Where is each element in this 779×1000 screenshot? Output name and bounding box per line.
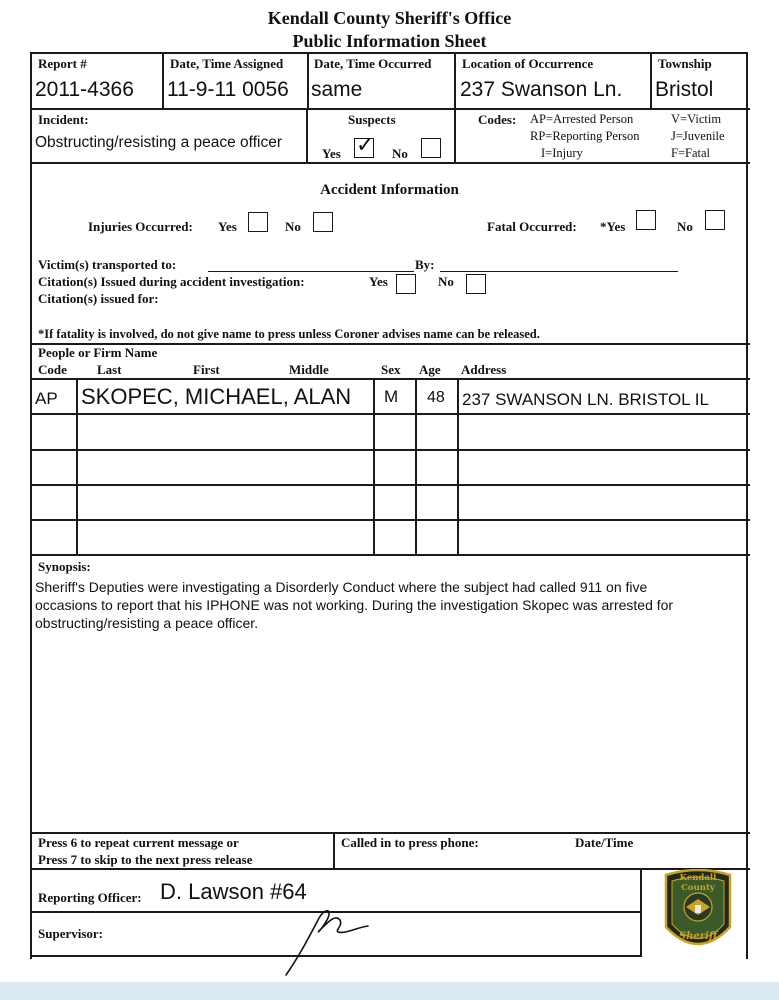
fatal-yes-checkbox[interactable]	[636, 210, 656, 230]
code-i: I=Injury	[541, 146, 583, 160]
badge-bottom-text: Sheriff	[678, 931, 718, 942]
by-underline	[440, 271, 678, 272]
citation-for-label: Citation(s) issued for:	[38, 291, 159, 306]
synopsis-label: Synopsis:	[38, 559, 91, 574]
suspects-yes-checkbox[interactable]	[354, 133, 375, 158]
date-occurred-label: Date, Time Occurred	[314, 56, 432, 71]
synopsis-line-2: occasions to report that his IPHONE was not working. During the investigation Skopec was arrested for	[35, 597, 674, 613]
row-age: 48	[427, 389, 445, 406]
fatality-note: *If fatality is involved, do not give name to press unless Coroner advises name can be released.	[38, 327, 540, 341]
supervisor-label: Supervisor:	[38, 926, 103, 941]
reporting-officer-label: Reporting Officer:	[38, 890, 142, 905]
fatal-no-checkbox[interactable]	[705, 210, 725, 230]
citation-yes-checkbox[interactable]	[396, 274, 416, 294]
suspects-no-checkbox[interactable]	[421, 138, 441, 158]
injuries-no-checkbox[interactable]	[313, 212, 333, 232]
reporting-officer-value: D. Lawson #64	[160, 879, 307, 904]
col-code: Code	[38, 362, 67, 377]
fatal-yes-label: *Yes	[600, 219, 626, 234]
row-name: SKOPEC, MICHAEL, ALAN	[81, 384, 352, 409]
date-occurred-value: same	[311, 78, 363, 101]
fatal-label: Fatal Occurred:	[487, 219, 577, 234]
township-value: Bristol	[655, 78, 714, 101]
township-label: Township	[658, 56, 712, 71]
col-last: Last	[97, 362, 122, 377]
called-in-label: Called in to press phone:	[341, 835, 479, 850]
sheet-subtitle: Public Information Sheet	[292, 31, 487, 51]
suspects-yes-label: Yes	[322, 146, 341, 161]
suspects-no-label: No	[392, 146, 408, 161]
code-f: F=Fatal	[671, 146, 710, 160]
incident-value: Obstructing/resisting a peace officer	[35, 134, 282, 151]
sheriff-badge	[662, 869, 734, 953]
date-time-label: Date/Time	[575, 835, 634, 850]
citation-issued-label: Citation(s) Issued during accident investigation:	[38, 274, 305, 289]
supervisor-signature	[280, 900, 380, 980]
check-mark-icon: ✓	[356, 133, 375, 158]
suspects-label: Suspects	[348, 112, 396, 127]
code-j: J=Juvenile	[671, 129, 725, 143]
injuries-label: Injuries Occurred:	[88, 219, 193, 234]
press-line-1: Press 6 to repeat current message or	[38, 835, 239, 850]
incident-label: Incident:	[38, 112, 89, 127]
synopsis-line-1: Sheriff's Deputies were investigating a Disorderly Conduct where the subject had called 911 on five	[35, 579, 648, 595]
code-v: V=Victim	[671, 112, 722, 126]
by-label: By:	[415, 257, 435, 272]
injuries-yes-label: Yes	[218, 219, 237, 234]
location-value: 237 Swanson Ln.	[460, 78, 623, 101]
press-line-2: Press 7 to skip to the next press release	[38, 852, 253, 867]
accident-title: Accident Information	[320, 182, 459, 198]
code-ap: AP=Arrested Person	[530, 112, 634, 126]
badge-top-text: Kendall County	[679, 873, 717, 893]
location-label: Location of Occurrence	[462, 56, 594, 71]
citation-no-label: No	[438, 274, 454, 289]
people-heading: People or Firm Name	[38, 345, 158, 360]
transported-label: Victim(s) transported to:	[38, 257, 177, 272]
code-rp: RP=Reporting Person	[530, 129, 640, 143]
row-sex: M	[384, 387, 399, 406]
col-sex: Sex	[381, 362, 401, 377]
codes-label: Codes:	[478, 112, 517, 127]
row-code: AP	[35, 389, 58, 408]
office-title: Kendall County Sheriff's Office	[267, 8, 512, 28]
fatal-no-label: No	[677, 219, 693, 234]
injuries-no-label: No	[285, 219, 301, 234]
page-footer-band	[0, 982, 779, 1000]
injuries-yes-checkbox[interactable]	[248, 212, 268, 232]
col-first: First	[193, 362, 220, 377]
col-age: Age	[419, 362, 441, 377]
report-number-label: Report #	[38, 56, 87, 71]
date-assigned-label: Date, Time Assigned	[170, 56, 284, 71]
citation-yes-label: Yes	[369, 274, 388, 289]
col-middle: Middle	[289, 362, 329, 377]
citation-no-checkbox[interactable]	[466, 274, 486, 294]
row-address: 237 SWANSON LN. BRISTOL IL	[462, 390, 709, 409]
col-address: Address	[461, 362, 507, 377]
date-assigned-value: 11-9-11 0056	[167, 78, 289, 101]
transported-underline	[208, 271, 414, 272]
synopsis-text	[35, 578, 673, 632]
synopsis-line-3: obstructing/resisting a peace officer.	[35, 615, 259, 631]
report-number-value: 2011-4366	[35, 78, 134, 101]
